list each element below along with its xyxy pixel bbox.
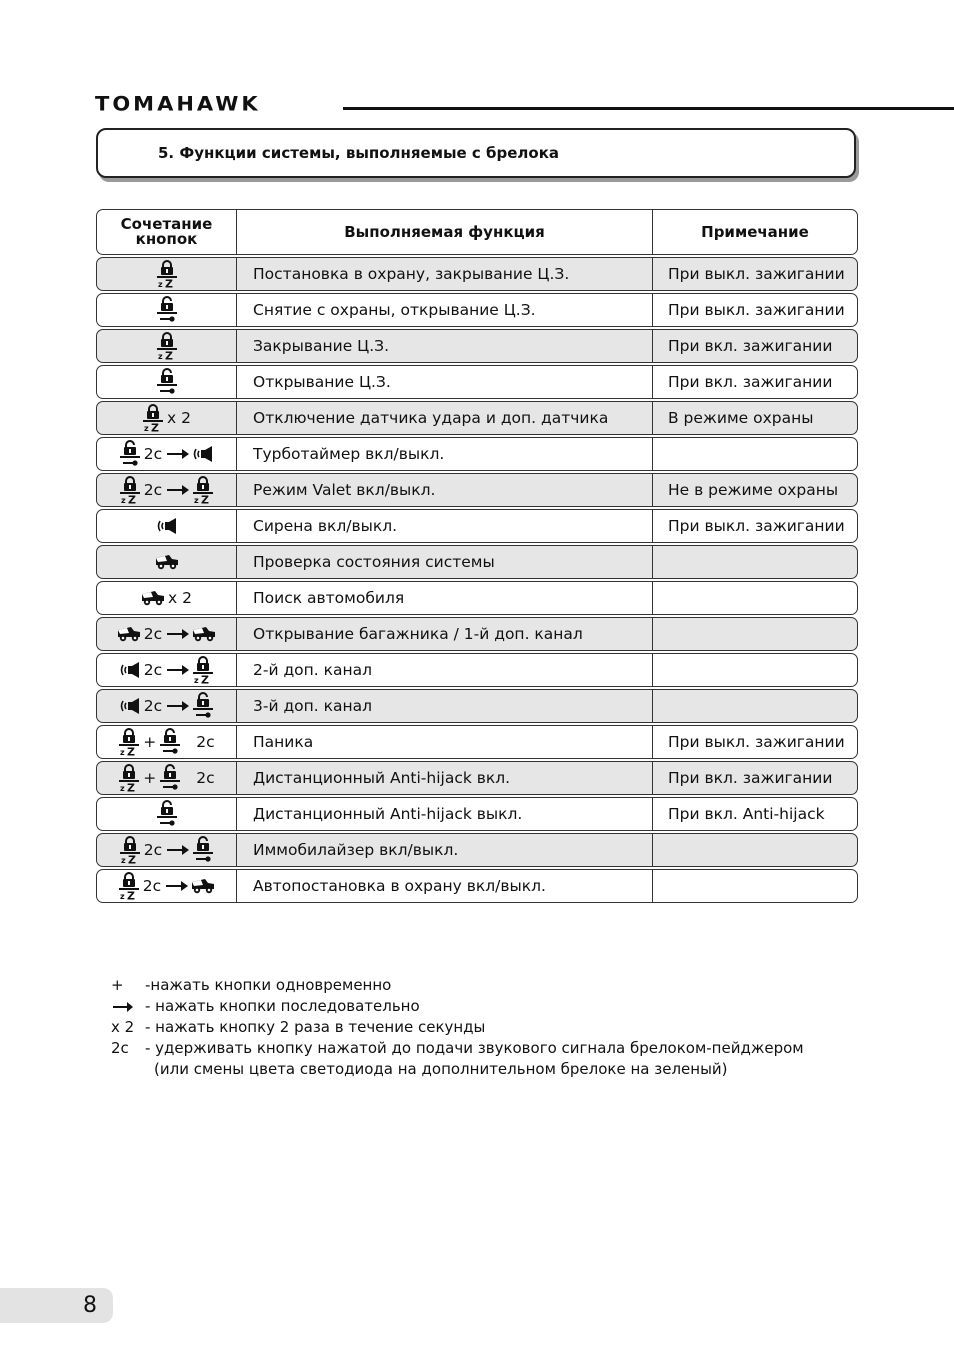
legend-x2 [111, 1017, 804, 1038]
key-combination [141, 589, 192, 607]
arrow-right-icon [167, 453, 187, 455]
function-cell: Сирена вкл/выкл. [237, 510, 653, 542]
key-modifier: + [143, 769, 157, 787]
key-modifier: 2с [143, 697, 163, 715]
key-combination [156, 517, 178, 535]
legend-hold-symbol: 2с [111, 1039, 129, 1057]
note-cell: При вкл. зажигании [668, 373, 833, 391]
lock-zz-icon [142, 404, 164, 432]
key-combination [142, 404, 191, 432]
unlock-key-icon [119, 440, 141, 468]
key-modifier: x 2 [167, 409, 191, 427]
table-row [96, 401, 858, 435]
brand-logo: TOMAHAWK [95, 92, 261, 116]
key-combination [118, 728, 214, 756]
arrow-right-icon [166, 885, 186, 887]
table-row [96, 329, 858, 363]
unlock-key-icon [159, 764, 181, 792]
table-row [96, 473, 858, 507]
function-cell: Иммобилайзер вкл/выкл. [237, 834, 653, 866]
table-row [96, 797, 858, 831]
function-cell: Дистанционный Anti-hijack вкл. [237, 762, 653, 794]
svg-text:z: z [120, 748, 125, 756]
legend-hold-2 [111, 1059, 804, 1080]
key-modifier: x 2 [168, 589, 192, 607]
keys-cell [97, 870, 237, 902]
key-modifier: 2с [143, 625, 163, 643]
function-cell: Снятие с охраны, открывание Ц.З. [237, 294, 653, 326]
legend-x2-text: - нажать кнопку 2 раза в течение секунды [145, 1018, 486, 1036]
unlock-key-icon [192, 692, 214, 720]
note-cell [653, 582, 857, 614]
function-cell: Поиск автомобиля [237, 582, 653, 614]
key-combination [156, 332, 178, 360]
legend-plus-text: -нажать кнопки одновременно [145, 976, 392, 994]
keys-cell [97, 258, 237, 290]
legend-x2-symbol: x 2 [111, 1018, 135, 1036]
function-cell: Проверка состояния системы [237, 546, 653, 578]
arrow-right-icon [167, 633, 187, 635]
keys-cell [97, 762, 237, 794]
key-combination [156, 800, 178, 828]
svg-text:z: z [157, 352, 163, 360]
key-combination [118, 764, 214, 792]
key-combination [119, 476, 214, 504]
car-trunk-icon [117, 625, 141, 643]
key-combination [117, 625, 216, 643]
function-cell: Открывание багажника / 1-й доп. канал [237, 618, 653, 650]
table-row [96, 617, 858, 651]
key-combination [119, 656, 214, 684]
keys-cell [97, 438, 237, 470]
table-row [96, 545, 858, 579]
function-cell: Паника [237, 726, 653, 758]
key-combination [156, 368, 178, 396]
car-trunk-icon [155, 553, 179, 571]
lock-zz-icon [118, 764, 140, 792]
table-row [96, 293, 858, 327]
note-cell [653, 690, 857, 722]
key-modifier: 2с [143, 481, 163, 499]
function-cell: Отключение датчика удара и доп. датчика [237, 402, 653, 434]
table-header-row [96, 209, 858, 255]
header-keys-line2: кнопок [135, 230, 198, 248]
svg-text:z: z [119, 892, 125, 900]
svg-text:Z: Z [127, 745, 136, 756]
function-cell: Постановка в охрану, закрывание Ц.З. [237, 258, 653, 290]
table-row [96, 761, 858, 795]
car-trunk-icon [192, 625, 216, 643]
keys-cell [97, 366, 237, 398]
unlock-key-icon [156, 296, 178, 324]
arrow-right-icon [167, 669, 187, 671]
key-modifier: 2с [196, 769, 215, 787]
legend [111, 975, 804, 1080]
page-number-tab [0, 1288, 113, 1323]
table-row [96, 365, 858, 399]
arrow-right-icon [167, 849, 187, 851]
header-keys [97, 210, 237, 254]
function-cell: Турботаймер вкл/выкл. [237, 438, 653, 470]
note-cell [653, 546, 857, 578]
keys-cell [97, 690, 237, 722]
function-cell: 3-й доп. канал [237, 690, 653, 722]
legend-plus [111, 975, 804, 996]
note-cell [653, 654, 857, 686]
table-row [96, 509, 858, 543]
legend-arrow-text: - нажать кнопки последовательно [145, 997, 420, 1015]
arrow-right-icon [167, 705, 187, 707]
table-row [96, 725, 858, 759]
keys-cell [97, 294, 237, 326]
keys-cell [97, 474, 237, 506]
siren-icon [192, 445, 214, 463]
lock-zz-icon [192, 476, 214, 504]
lock-zz-icon [119, 836, 141, 864]
page-number: 8 [83, 1293, 97, 1318]
svg-text:z: z [120, 496, 126, 504]
key-modifier: + [143, 733, 157, 751]
header-rule [343, 107, 954, 110]
keys-cell [97, 798, 237, 830]
key-combination [156, 296, 178, 324]
keys-cell [97, 546, 237, 578]
key-modifier: 2с [142, 877, 162, 895]
svg-text:z: z [194, 676, 199, 684]
car-trunk-icon [191, 877, 215, 895]
arrow-right-icon [113, 1006, 131, 1008]
function-cell: Дистанционный Anti-hijack выкл. [237, 798, 653, 830]
key-modifier: 2с [196, 733, 215, 751]
key-modifier: 2с [143, 445, 163, 463]
svg-text:z: z [157, 280, 163, 288]
key-combination [156, 260, 178, 288]
key-combination [119, 440, 214, 468]
section-header-box [96, 128, 856, 178]
svg-text:Z: Z [127, 493, 136, 504]
unlock-key-icon [156, 800, 178, 828]
header-function: Выполняемая функция [237, 210, 653, 254]
table-row [96, 833, 858, 867]
keys-cell [97, 582, 237, 614]
svg-text:Z: Z [164, 277, 173, 288]
header-keys-line1: Сочетание [120, 215, 213, 233]
arrow-right-icon [167, 489, 187, 491]
keys-cell [97, 510, 237, 542]
key-combination [155, 553, 179, 571]
lock-zz-icon [118, 872, 140, 900]
lock-zz-icon [156, 332, 178, 360]
svg-text:Z: Z [127, 853, 136, 864]
table-row [96, 437, 858, 471]
svg-text:Z: Z [126, 889, 135, 900]
svg-text:Z: Z [151, 421, 159, 432]
functions-table [96, 209, 858, 905]
function-cell: 2-й доп. канал [237, 654, 653, 686]
section-title: 5. Функции системы, выполняемые с брелока [158, 144, 560, 162]
key-combination [119, 692, 214, 720]
siren-icon [119, 697, 141, 715]
legend-hold-text: - удерживать кнопку нажатой до подачи звукового сигнала брелоком-пейджером [145, 1039, 804, 1057]
unlock-key-icon [156, 368, 178, 396]
svg-text:z: z [194, 496, 199, 504]
header-note: Примечание [701, 223, 809, 241]
note-cell: При вкл. Anti-hijack [668, 805, 825, 823]
table-row [96, 653, 858, 687]
note-cell: Не в режиме охраны [668, 481, 839, 499]
svg-text:z: z [144, 424, 149, 432]
table-row [96, 869, 858, 903]
car-trunk-icon [141, 589, 165, 607]
note-cell [653, 438, 857, 470]
note-cell [653, 870, 857, 902]
keys-cell [97, 330, 237, 362]
keys-cell [97, 834, 237, 866]
note-cell: При выкл. зажигании [668, 301, 845, 319]
svg-text:Z: Z [164, 349, 173, 360]
unlock-key-icon [192, 836, 214, 864]
keys-cell [97, 654, 237, 686]
keys-cell [97, 402, 237, 434]
note-cell [653, 834, 857, 866]
keys-cell [97, 726, 237, 758]
svg-text:Z: Z [201, 673, 210, 684]
table-row [96, 689, 858, 723]
lock-zz-icon [156, 260, 178, 288]
key-modifier: 2с [143, 841, 163, 859]
svg-text:z: z [120, 856, 126, 864]
svg-text:Z: Z [201, 493, 210, 504]
note-cell: При выкл. зажигании [668, 517, 845, 535]
siren-icon [156, 517, 178, 535]
legend-plus-symbol: + [111, 976, 124, 994]
table-row [96, 257, 858, 291]
svg-text:z: z [120, 784, 125, 792]
lock-zz-icon [118, 728, 140, 756]
function-cell: Автопостановка в охрану вкл/выкл. [237, 870, 653, 902]
lock-zz-icon [192, 656, 214, 684]
note-cell: В режиме охраны [668, 409, 814, 427]
table-row [96, 581, 858, 615]
keys-cell [97, 618, 237, 650]
function-cell: Режим Valet вкл/выкл. [237, 474, 653, 506]
function-cell: Закрывание Ц.З. [237, 330, 653, 362]
note-cell: При выкл. зажигании [668, 265, 845, 283]
lock-zz-icon [119, 476, 141, 504]
legend-arrow [111, 996, 804, 1017]
key-modifier: 2с [143, 661, 163, 679]
note-cell: При выкл. зажигании [668, 733, 845, 751]
svg-text:Z: Z [127, 781, 136, 792]
key-combination [118, 872, 215, 900]
note-cell: При вкл. зажигании [668, 769, 833, 787]
note-cell [653, 618, 857, 650]
legend-hold [111, 1038, 804, 1059]
key-combination [119, 836, 214, 864]
function-cell: Открывание Ц.З. [237, 366, 653, 398]
siren-icon [119, 661, 141, 679]
legend-hold-text-2: (или смены цвета светодиода на дополнительном брелоке на зеленый) [154, 1060, 728, 1078]
unlock-key-icon [159, 728, 181, 756]
note-cell: При вкл. зажигании [668, 337, 833, 355]
